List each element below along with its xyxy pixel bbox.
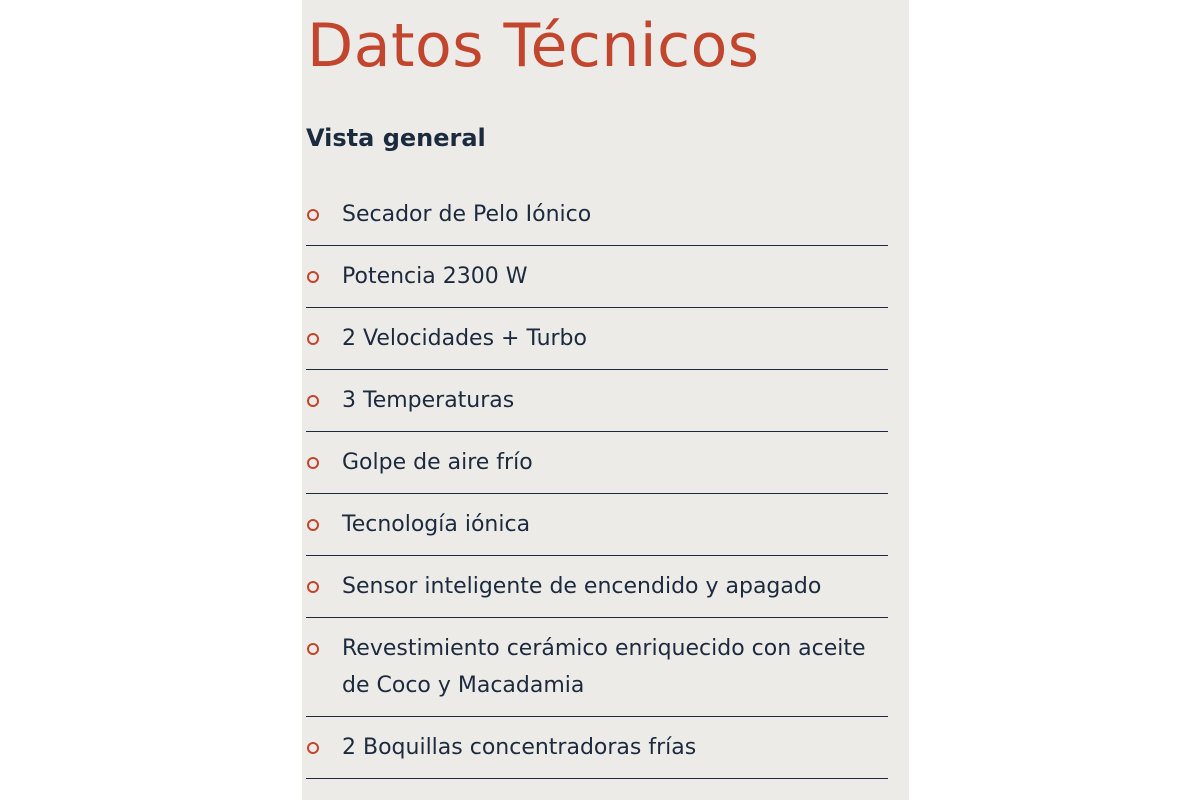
- technical-data-panel: [302, 0, 909, 800]
- circle-bullet-icon: [307, 742, 319, 754]
- circle-bullet-icon: [307, 395, 319, 407]
- list-item: [306, 556, 888, 618]
- list-item-label: 3 Temperaturas: [342, 388, 515, 413]
- list-item-label: Potencia 2300 W: [342, 264, 528, 289]
- list-item: [306, 494, 888, 556]
- list-item-label: Golpe de aire frío: [342, 450, 533, 475]
- circle-bullet-icon: [307, 209, 319, 221]
- circle-bullet-icon: [307, 519, 319, 531]
- list-item-label: Secador de Pelo Iónico: [342, 202, 592, 227]
- page-title: Datos Técnicos: [307, 11, 760, 81]
- list-item: [306, 370, 888, 432]
- circle-bullet-icon: [307, 581, 319, 593]
- circle-bullet-icon: [307, 333, 319, 345]
- list-item-label: 2 Velocidades + Turbo: [342, 326, 587, 351]
- section-subtitle: Vista general: [306, 124, 486, 152]
- list-item: [306, 618, 888, 717]
- circle-bullet-icon: [307, 457, 319, 469]
- list-item-label: Tecnología iónica: [342, 512, 531, 537]
- spec-list: [306, 184, 888, 779]
- list-item-label: 2 Boquillas concentradoras frías: [342, 735, 697, 760]
- list-item: [306, 308, 888, 370]
- list-item-label: Sensor inteligente de encendido y apagado: [342, 574, 822, 599]
- list-item: [306, 246, 888, 308]
- list-item: [306, 432, 888, 494]
- circle-bullet-icon: [307, 643, 319, 655]
- circle-bullet-icon: [307, 271, 319, 283]
- list-item: [306, 717, 888, 779]
- list-item: [306, 184, 888, 246]
- list-item-label: Revestimiento cerámico enriquecido con aceite de Coco y Macadamia: [342, 636, 866, 698]
